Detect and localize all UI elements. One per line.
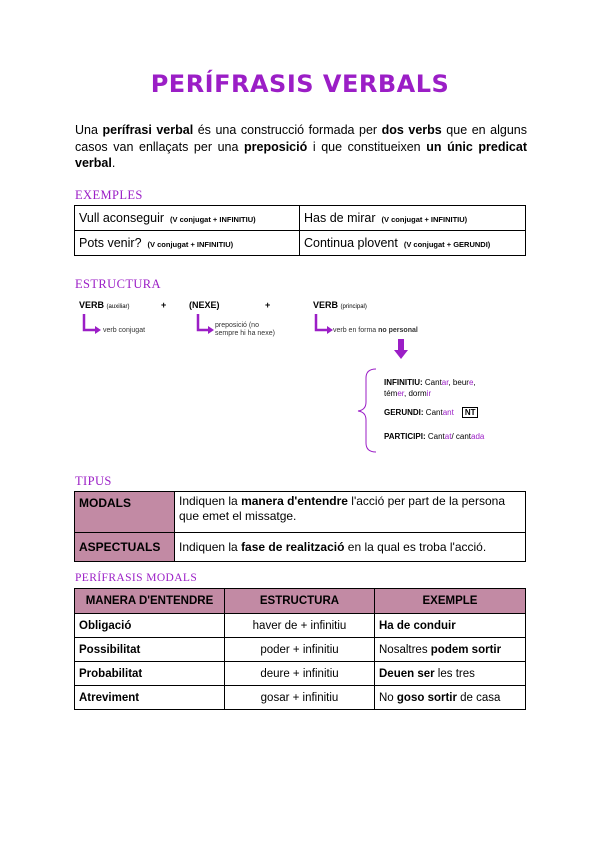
section-title-modals: PERÍFRASIS MODALS (75, 572, 198, 584)
arrow-icon (316, 314, 327, 330)
exemple-cell: Nosaltres podem sortir (375, 638, 526, 662)
tipus-description: Indiquen la manera d'entendre l'acció per part de la persona que emet el missatge. (175, 492, 526, 533)
plus-sign: + (265, 300, 271, 310)
column-header: ESTRUCTURA (225, 589, 375, 614)
estructura-cell: haver de + infinitiu (225, 614, 375, 638)
verb-principal-note: verb en forma no personal (333, 327, 418, 334)
column-header: EXEMPLE (375, 589, 526, 614)
section-title-estructura: ESTRUCTURA (75, 277, 161, 291)
exemple-cell: Ha de conduir (375, 614, 526, 638)
tipus-label: MODALS (75, 492, 175, 533)
intro-paragraph: Una perífrasi verbal és una construcció formada per dos verbs que en alguns casos van enllaçats per una preposició i que constitueixen un únic predicat verbal. (75, 123, 527, 170)
example-cell: Pots venir? (V conjugat + INFINITIU) (75, 231, 300, 256)
manera-cell: Atreviment (75, 686, 225, 710)
nexe-note: preposició (no sempre hi ha nexe) (215, 322, 275, 337)
estructura-cell: deure + infinitiu (225, 662, 375, 686)
table-row (75, 638, 526, 662)
manera-cell: Probabilitat (75, 662, 225, 686)
tipus-table (74, 491, 526, 562)
brace-icon (358, 369, 376, 452)
section-title-exemples: EXEMPLES (75, 188, 143, 202)
example-cell: Vull aconseguir (V conjugat + INFINITIU) (75, 206, 300, 231)
participi-line: PARTICIPI: Cantat/ cantada (384, 432, 485, 441)
page-title: PERÍFRASIS VERBALS (150, 70, 450, 98)
table-row (75, 614, 526, 638)
tipus-label: ASPECTUALS (75, 533, 175, 562)
estructura-cell: poder + infinitiu (225, 638, 375, 662)
infinitiu-line: INFINITIU: Cantar, beure, témer, dormir (384, 378, 476, 398)
column-header: MANERA D'ENTENDRE (75, 589, 225, 614)
arrow-icon (198, 314, 208, 330)
table-row (75, 492, 526, 533)
manera-cell: Possibilitat (75, 638, 225, 662)
nt-badge: NT (462, 407, 479, 418)
arrow-head-icon (95, 326, 101, 334)
table-header-row (75, 589, 526, 614)
nexe-label: (NEXE) (189, 300, 220, 310)
estructura-cell: gosar + infinitiu (225, 686, 375, 710)
verb-principal-label: VERB (principal) (313, 300, 367, 310)
example-cell: Continua plovent (V conjugat + GERUNDI) (300, 231, 526, 256)
gerundi-line: GERUNDI: Cantant NT (384, 408, 478, 417)
down-arrow-icon (398, 339, 404, 351)
arrow-head-icon (208, 326, 214, 334)
exemple-cell: No goso sortir de casa (375, 686, 526, 710)
table-row (75, 686, 526, 710)
down-arrow-head-icon (394, 350, 408, 359)
verb-auxiliar-label: VERB (auxiliar) (79, 300, 130, 310)
example-cell: Has de mirar (V conjugat + INFINITIU) (300, 206, 526, 231)
modals-table (74, 588, 526, 710)
table-row (75, 533, 526, 562)
exemple-cell: Deuen ser les tres (375, 662, 526, 686)
verb-conjugat-note: verb conjugat (103, 327, 146, 334)
manera-cell: Obligació (75, 614, 225, 638)
arrow-icon (84, 314, 95, 330)
table-row (75, 662, 526, 686)
section-title-tipus: TIPUS (75, 474, 112, 488)
tipus-description: Indiquen la fase de realització en la qual es troba l'acció. (175, 533, 526, 562)
plus-sign: + (161, 300, 167, 310)
